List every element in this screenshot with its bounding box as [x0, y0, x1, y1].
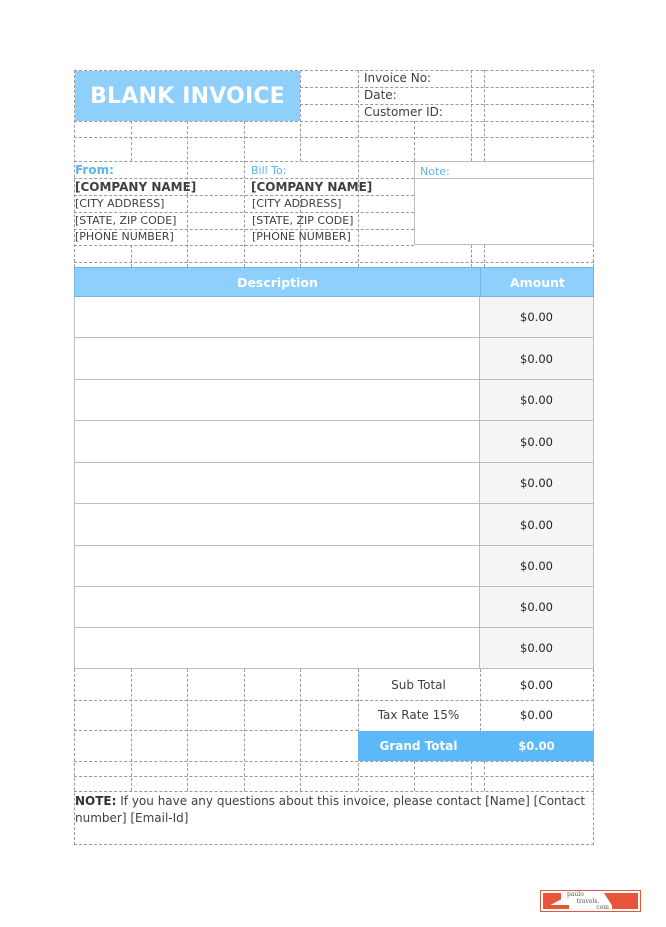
date-field[interactable] [485, 88, 593, 104]
table-row [74, 297, 594, 338]
grid-line [131, 245, 132, 267]
grid-line [74, 730, 358, 731]
item-description-cell[interactable] [74, 338, 480, 379]
item-amount-cell[interactable]: $0.00 [480, 338, 594, 379]
grid-line [74, 137, 594, 138]
grid-line [131, 669, 132, 791]
grid-line [74, 262, 594, 263]
item-description-cell[interactable] [74, 504, 480, 545]
logo-line: travels. [576, 897, 600, 905]
watermark-logo [540, 890, 641, 912]
grid-line [471, 761, 472, 791]
tax-value: $0.00 [520, 708, 553, 722]
item-description-cell[interactable] [74, 297, 480, 337]
amount-header: Amount [509, 274, 566, 290]
item-amount-cell[interactable]: $0.00 [480, 380, 594, 420]
date-label: Date: [364, 88, 397, 102]
item-amount-cell[interactable]: $0.00 [480, 297, 594, 337]
item-amount-cell[interactable]: $0.00 [480, 504, 594, 545]
item-description-cell[interactable] [74, 421, 480, 462]
table-row [74, 463, 594, 504]
note-box-border [414, 161, 594, 162]
table-row [74, 546, 594, 587]
from-company-name[interactable]: [COMPANY NAME] [75, 180, 197, 194]
logo-stripe [612, 905, 638, 909]
logo-line: com [596, 904, 609, 911]
item-amount-cell[interactable]: $0.00 [480, 628, 594, 668]
bill-to-state-zip[interactable]: [STATE, ZIP CODE] [252, 214, 354, 227]
grand-total-bar [358, 731, 594, 761]
grid-line [358, 70, 359, 267]
grand-total-label: Grand Total [379, 739, 458, 753]
grid-line [74, 791, 594, 792]
grid-line [484, 761, 485, 791]
tax-rate-label: Tax Rate 15% [377, 708, 460, 722]
item-description-cell[interactable] [74, 380, 480, 420]
grid-line [244, 669, 245, 791]
item-amount-cell[interactable]: $0.00 [480, 421, 594, 462]
grid-line [471, 245, 472, 267]
note-label: Note: [420, 165, 450, 178]
logo-text [563, 892, 613, 912]
logo-line: paulo [567, 891, 584, 898]
grid-line [74, 761, 594, 762]
grid-line [484, 245, 485, 267]
grid-line [414, 121, 415, 161]
table-row [74, 504, 594, 546]
description-header: Description [237, 274, 318, 290]
bill-to-phone-number[interactable]: [PHONE NUMBER] [252, 230, 351, 243]
from-label: From: [75, 163, 114, 177]
grid-line [187, 669, 188, 791]
from-state-zip[interactable]: [STATE, ZIP CODE] [75, 214, 177, 227]
bill-to-label: Bill To: [251, 164, 287, 177]
grid-line [74, 776, 594, 777]
note-field[interactable] [415, 179, 593, 244]
bill-to-company-name[interactable]: [COMPANY NAME] [251, 180, 373, 194]
bill-to-city-address[interactable]: [CITY ADDRESS] [252, 197, 342, 210]
item-description-cell[interactable] [74, 463, 480, 503]
from-city-address[interactable]: [CITY ADDRESS] [75, 197, 165, 210]
table-row [74, 421, 594, 463]
invoice-no-label: Invoice No: [364, 71, 432, 85]
grid-line [414, 761, 415, 791]
items-table-header [74, 267, 594, 297]
footer-note-text: If you have any questions about this invoice, please contact [Name] [Contact number] [Email-Id] [75, 794, 586, 825]
table-row [74, 338, 594, 380]
table-row [74, 628, 594, 669]
item-amount-cell[interactable]: $0.00 [480, 463, 594, 503]
subtotal-value: $0.00 [520, 678, 553, 692]
customer-id-label: Customer ID: [364, 105, 443, 119]
note-box-border [414, 244, 594, 245]
grid-line [300, 669, 301, 791]
item-amount-cell[interactable]: $0.00 [480, 587, 594, 627]
subtotal-label: Sub Total [391, 678, 446, 692]
grid-line [244, 121, 245, 267]
grid-line [74, 121, 594, 122]
table-row [74, 380, 594, 421]
item-description-cell[interactable] [74, 628, 480, 668]
item-description-cell[interactable] [74, 587, 480, 627]
grid-line [187, 195, 188, 267]
item-description-cell[interactable] [74, 546, 480, 586]
table-row [74, 587, 594, 628]
grid-line [300, 70, 301, 161]
grand-total-value: $0.00 [518, 739, 555, 753]
invoice-title: BLANK INVOICE [75, 71, 300, 121]
customer-id-field[interactable] [485, 105, 593, 121]
invoice-no-field[interactable] [485, 71, 593, 87]
grid-line [471, 70, 472, 161]
grid-line [74, 844, 594, 845]
grid-line [131, 121, 132, 161]
footer-note [75, 793, 593, 826]
from-phone-number[interactable]: [PHONE NUMBER] [75, 230, 174, 243]
note-box-border [593, 161, 594, 245]
item-amount-cell[interactable]: $0.00 [480, 546, 594, 586]
footer-note-prefix: NOTE: [75, 794, 117, 808]
